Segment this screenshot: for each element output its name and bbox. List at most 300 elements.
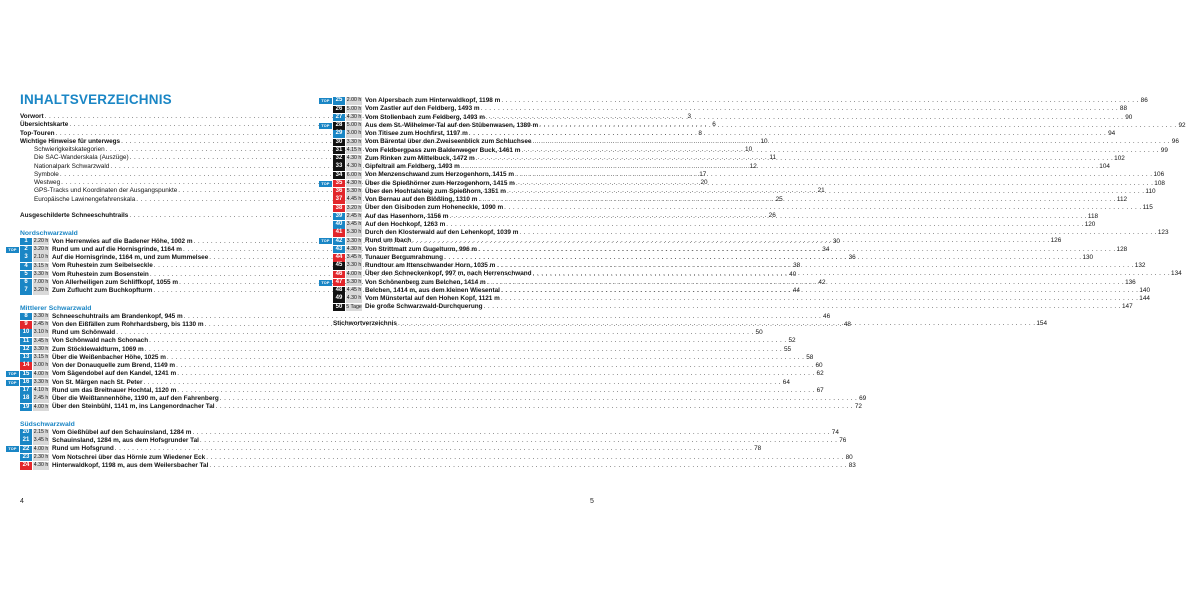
leader-dots [504, 204, 1141, 212]
tour-title: Vom Bärental über den Zweiseenblick zum Schluchsee [365, 138, 532, 146]
tour-page: 120 [1084, 220, 1096, 228]
spacer [20, 204, 283, 212]
tour-duration: 4.45 h [346, 287, 362, 294]
tour-page: 38 [793, 262, 801, 270]
top-tour-badge: TOP [6, 247, 19, 253]
top-tour-badge: TOP [319, 98, 332, 104]
tour-entry[interactable] [8, 378, 790, 387]
tour-page: 46 [823, 312, 831, 320]
tour-title: Auf das Hasenhorn, 1156 m [365, 212, 449, 220]
toc-entry-page: 10 [745, 146, 753, 153]
tour-duration: 4.30 h [346, 155, 362, 162]
tour-page: 72 [854, 403, 862, 411]
tour-duration: 4.30 h [33, 462, 49, 469]
tour-duration: 5 Tage [346, 303, 362, 310]
toc-entry-page: 25 [775, 195, 783, 203]
tour-number: 49 [333, 295, 345, 302]
tour-entry[interactable] [20, 345, 792, 354]
toc-entry-page: 12 [749, 162, 757, 170]
tour-entry[interactable] [333, 303, 1133, 311]
tour-number: 1 [20, 238, 32, 245]
tour-duration: 3.15 h [33, 262, 49, 269]
tour-page: 60 [815, 362, 823, 369]
tour-page: 128 [1116, 245, 1128, 253]
tour-number: 35 [333, 180, 345, 187]
top-tour-badge: TOP [319, 238, 332, 244]
tour-number: 25 [333, 97, 345, 104]
tour-page: 40 [789, 270, 797, 278]
tour-number: 20 [20, 429, 32, 436]
leader-dots [446, 221, 1083, 229]
leader-dots [539, 122, 1176, 130]
tour-duration: 4.00 h [33, 445, 49, 452]
toc-entry-label: Übersichtskarte [20, 121, 69, 129]
spacer [20, 220, 283, 228]
tour-title: Von Alpersbach zum Hinterwaldkopf, 1198 m [365, 97, 501, 104]
tour-page: 76 [839, 437, 847, 444]
tour-page: 108 [1154, 179, 1165, 187]
tour-title: Von Bernau auf den Blößling, 1310 m [365, 196, 478, 203]
tour-duration: 4.30 h [346, 113, 362, 120]
tour-title: Über den Steinbühl, 1141 m, ins Langenordnacher Tal [52, 403, 215, 411]
tour-page: 102 [1114, 154, 1125, 162]
toc-entry-label: Top-Touren [20, 129, 55, 137]
tour-duration: 2.30 h [33, 453, 49, 460]
tour-title: Von Titisee zum Hochfirst, 1197 m [365, 130, 468, 137]
tour-number: 26 [333, 106, 345, 113]
tour-duration: 3.30 h [33, 312, 49, 319]
tour-number: 38 [333, 205, 345, 212]
tour-entry[interactable] [8, 445, 762, 453]
tour-duration: 2.45 h [346, 212, 362, 219]
tour-page: 88 [1119, 105, 1128, 113]
section-heading: Nordschwarzwald [20, 229, 78, 237]
tour-title: Rund um das Breitnauer Hochtal, 1120 m [52, 386, 177, 394]
tour-entry[interactable] [333, 270, 1182, 278]
tour-number: 32 [333, 155, 345, 162]
tour-duration: 3.20 h [33, 287, 49, 294]
tour-entry[interactable] [20, 403, 862, 411]
tour-title: Über die Weißenbacher Höhe, 1025 m [52, 353, 166, 361]
tour-number: 28 [333, 122, 345, 129]
leader-dots [398, 320, 1035, 328]
tour-page: 30 [832, 237, 840, 245]
toc-entry-page: 154 [1036, 319, 1048, 327]
tour-number: 46 [333, 271, 345, 278]
top-tour-badge: TOP [319, 123, 332, 129]
tour-entry[interactable] [20, 453, 853, 462]
tour-number: 33 [333, 163, 345, 170]
toc-entry-page: 3 [687, 113, 692, 120]
tour-page: 50 [755, 329, 763, 336]
tour-entry[interactable] [20, 312, 831, 321]
tour-number: 6 [20, 279, 32, 286]
tour-title: Hinterwaldkopf, 1198 m, aus dem Weilersbacher Tal [52, 461, 209, 469]
tour-duration: 4.30 h [346, 163, 362, 170]
tour-page: 123 [1157, 229, 1169, 236]
leader-dots [444, 254, 1081, 262]
tour-title: Vom Ruhestein zum Seibelseckle [52, 262, 153, 270]
leader-dots [487, 279, 1124, 287]
tour-duration: 3.45 h [346, 221, 362, 228]
toc-entry-label: Westweg [34, 179, 61, 186]
tour-number: 36 [333, 188, 345, 195]
tour-entry[interactable] [20, 428, 839, 437]
page-number-right: 5 [590, 498, 594, 505]
tour-title: Tunauer Bergumrahmung [365, 253, 443, 261]
tour-entry[interactable] [333, 105, 1128, 113]
tour-entry[interactable] [333, 229, 1169, 237]
tour-page: 44 [792, 287, 800, 294]
tour-page: 140 [1139, 286, 1151, 294]
tour-title: Durch den Klosterwald auf den Lehenkopf, 1039 m [365, 229, 519, 236]
toc-entry-page: 6 [712, 121, 716, 129]
tour-number: 8 [20, 313, 32, 320]
tour-title: Vom Zastler auf den Feldberg, 1493 m [365, 105, 480, 113]
tour-duration: 2.20 h [33, 237, 49, 244]
tour-title: Rundtour am Ittenschwander Horn, 1035 m [365, 262, 496, 269]
toc-entry-page: 21 [817, 187, 825, 195]
tour-entry[interactable] [8, 370, 824, 378]
tour-title: Von Schönenberg zum Belchen, 1414 m [365, 278, 486, 286]
tour-number: 13 [20, 354, 32, 361]
tour-page: 94 [1108, 130, 1116, 137]
toc-entry-page: 8 [698, 129, 702, 137]
tour-page: 86 [1140, 97, 1148, 104]
tour-number: 44 [333, 254, 345, 261]
tour-entry[interactable] [333, 113, 1133, 122]
leader-dots [521, 147, 1158, 155]
tour-duration: 4.00 h [33, 370, 49, 377]
tour-page: 58 [806, 353, 814, 361]
tour-number: 22 [20, 446, 32, 453]
tour-duration: 2.00 h [346, 97, 362, 104]
tour-duration: 2.10 h [33, 254, 49, 261]
tour-number: 7 [20, 287, 32, 294]
tour-page: 115 [1142, 204, 1153, 212]
tour-entry[interactable] [321, 97, 1148, 105]
tour-title: Vom Gießhübel auf den Schauinsland, 1284 m [52, 428, 192, 436]
toc-entry-label: Nationalpark Schwarzwald [34, 162, 110, 170]
tour-title: Schneeschuhtrails am Brandenkopf, 945 m [52, 312, 183, 320]
tour-title: Vom Stollenbach zum Feldberg, 1493 m [365, 113, 485, 121]
tour-duration: 3.30 h [33, 270, 49, 277]
tour-page: 83 [848, 461, 856, 469]
tour-number: 31 [333, 147, 345, 154]
tour-number: 18 [20, 395, 32, 402]
tour-number: 27 [333, 114, 345, 121]
top-tour-badge: TOP [319, 280, 332, 286]
tour-page: 55 [783, 345, 792, 353]
tour-entry[interactable] [333, 245, 1128, 254]
tour-title: Zum Rinken zum Mittelbuck, 1472 m [365, 154, 475, 162]
tour-number: 47 [333, 279, 345, 286]
tour-page: 69 [859, 395, 867, 402]
leader-dots [501, 97, 1138, 105]
tour-entry[interactable] [20, 353, 814, 362]
tour-number: 19 [20, 404, 32, 411]
tour-title: Belchen, 1414 m, aus dem kleinen Wiesental [365, 286, 500, 294]
tour-title: Die große Schwarzwald-Durchquerung [365, 303, 483, 311]
tour-number: 4 [20, 263, 32, 270]
tour-title: Zum Zuflucht zum Buchkopfturm [52, 287, 153, 294]
tour-page: 52 [788, 337, 796, 345]
tour-page: 62 [816, 370, 824, 378]
toc-entry-label: GPS-Tracks und Koordinaten der Ausgangspunkte [34, 187, 178, 195]
tour-number: 50 [333, 304, 345, 311]
tour-duration: 3.30 h [346, 138, 362, 145]
toc-entry-label: Symbole [34, 170, 59, 178]
tour-title: Von Menzenschwand zum Herzogenhorn, 1415 m [365, 171, 515, 179]
tour-page: 74 [831, 428, 839, 436]
tour-duration: 2.45 h [33, 321, 49, 328]
tour-number: 43 [333, 246, 345, 253]
tour-page: 134 [1171, 270, 1182, 278]
toc-entry-page: 20 [700, 179, 708, 186]
leader-dots [501, 287, 1138, 295]
tour-page: 80 [845, 453, 853, 461]
tour-duration: 2.15 h [33, 429, 49, 436]
top-tour-badge: TOP [6, 371, 19, 377]
tour-title: Auf den Hochkopf, 1263 m [365, 220, 446, 228]
tour-title: Aus dem St.-Wilhelmer-Tal auf den Stübenwasen, 1389 m [365, 121, 539, 129]
tour-title: Von Herrenwies auf die Badener Höhe, 1002 m [52, 237, 193, 245]
tour-number: 9 [20, 321, 32, 328]
top-tour-badge: TOP [6, 380, 19, 386]
tour-title: Über den Schneckenkopf, 997 m, nach Herrenschwand [365, 270, 532, 278]
leader-dots [501, 295, 1138, 303]
tour-title: Vom Sägendobel auf den Kandel, 1241 m [52, 370, 177, 378]
tour-title: Über den Gisiboden zum Hoheneckle, 1090 m [365, 204, 504, 212]
tour-duration: 4.30 h [346, 295, 362, 302]
tour-page: 104 [1099, 163, 1110, 170]
tour-page: 92 [1178, 121, 1186, 129]
tour-page: 118 [1087, 212, 1099, 220]
tour-number: 15 [20, 371, 32, 378]
tour-number: 40 [333, 221, 345, 228]
tour-page: 64 [782, 378, 790, 386]
tour-title: Gipfeltrail am Feldberg, 1493 m [365, 163, 460, 170]
tour-title: Vom Notschrei über das Hörnle zum Wiedener Eck [52, 453, 206, 461]
tour-duration: 3.45 h [33, 337, 49, 344]
spacer [20, 412, 283, 420]
page-title: INHALTSVERZEICHNIS [20, 92, 172, 107]
tour-entry[interactable] [333, 204, 1153, 212]
tour-number: 16 [20, 379, 32, 386]
tour-entry[interactable] [20, 395, 867, 403]
tour-duration: 5.30 h [346, 229, 362, 236]
tour-duration: 3.30 h [346, 237, 362, 244]
tour-entry[interactable] [20, 386, 824, 395]
tour-number: 34 [333, 172, 345, 179]
toc-entry-label: Schwierigkeitskategorien [34, 146, 105, 153]
leader-dots [507, 188, 1144, 196]
leader-dots [533, 270, 1170, 278]
tour-number: 3 [20, 254, 32, 261]
leader-dots [515, 171, 1152, 179]
tour-title: Rund um Ibach [365, 237, 412, 245]
top-tour-badge: TOP [6, 446, 19, 452]
leader-dots [486, 114, 1123, 122]
tour-duration: 5.30 h [346, 188, 362, 195]
tour-duration: 3.15 h [33, 354, 49, 361]
tour-entry[interactable] [333, 286, 1151, 295]
tour-title: Rund um und auf die Hornisgrinde, 1164 m [52, 245, 182, 253]
tour-page: 78 [754, 445, 762, 453]
spacer [333, 312, 593, 320]
tour-title: Rund um Hofsgrund [52, 445, 114, 453]
tour-page: 42 [818, 278, 826, 286]
tour-duration: 4.30 h [346, 245, 362, 252]
tour-entry[interactable] [20, 461, 856, 470]
tour-title: Von Strittmatt zum Gugelturm, 996 m [365, 245, 478, 253]
tour-page: 67 [816, 386, 824, 394]
tour-title: Von der Donauquelle zum Brend, 1149 m [52, 362, 176, 369]
tour-duration: 7.00 h [33, 279, 49, 286]
top-tour-badge: TOP [319, 181, 332, 187]
tour-number: 45 [333, 262, 345, 269]
tour-entry[interactable] [321, 121, 1186, 130]
tour-duration: 4.15 h [346, 146, 362, 153]
tour-page: 34 [822, 245, 830, 253]
tour-number: 42 [333, 238, 345, 245]
tour-number: 39 [333, 213, 345, 220]
toc-entry-page: 11 [769, 154, 777, 162]
tour-entry[interactable] [20, 362, 823, 370]
tour-duration: 3.30 h [33, 345, 49, 352]
tour-number: 17 [20, 387, 32, 394]
tour-number: 23 [20, 454, 32, 461]
tour-page: 112 [1116, 196, 1128, 203]
tour-page: 130 [1082, 253, 1094, 261]
tour-duration: 3.00 h [346, 130, 362, 137]
tour-entry[interactable] [333, 295, 1150, 303]
tour-page: 132 [1134, 262, 1146, 269]
tour-page: 90 [1125, 113, 1133, 121]
tour-page: 147 [1121, 303, 1133, 311]
tour-number: 11 [20, 338, 32, 345]
tour-duration: 4.00 h [346, 270, 362, 277]
toc-entry-page: 10 [760, 137, 768, 145]
section-heading: Mittlerer Schwarzwald [20, 304, 92, 312]
leader-dots [449, 213, 1086, 221]
tour-entry[interactable] [20, 329, 763, 337]
tour-duration: 4.10 h [33, 387, 49, 394]
tour-page: 136 [1125, 278, 1136, 286]
tour-duration: 2.45 h [33, 395, 49, 402]
toc-entry-label: Stichwortverzeichnis [333, 319, 397, 327]
tour-entry[interactable] [20, 337, 796, 345]
tour-title: Auf die Hornisgrinde, 1164 m, und zum Mummelsee [52, 254, 209, 261]
leader-dots [532, 138, 1169, 146]
tour-duration: 3.30 h [346, 262, 362, 269]
tour-page: 110 [1145, 187, 1156, 195]
tour-duration: 3.45 h [346, 254, 362, 261]
tour-number: 30 [333, 139, 345, 146]
tour-duration: 3.00 h [33, 362, 49, 369]
tour-duration: 6.00 h [346, 171, 362, 178]
tour-duration: 5.00 h [346, 105, 362, 112]
tour-page: 144 [1139, 295, 1150, 302]
tour-duration: 4.45 h [346, 196, 362, 203]
tour-title: Von St. Märgen nach St. Peter [52, 378, 143, 386]
leader-dots [516, 180, 1153, 188]
tour-title: Über die Weißtannenhöhe, 1190 m, auf den Fahrenberg [52, 395, 219, 402]
tour-title: Schauinsland, 1284 m, aus dem Hofsgrunder Tal [52, 437, 199, 444]
tour-title: Über die Spießhörner zum Herzogenhorn, 1415 m [365, 179, 515, 187]
tour-duration: 3.20 h [33, 246, 49, 253]
tour-number: 2 [20, 246, 32, 253]
tour-title: Von den Eißfällen zum Rohrhardsberg, bis 1130 m [52, 320, 204, 328]
leader-dots [476, 155, 1113, 163]
tour-title: Von Schönwald nach Schonach [52, 337, 149, 345]
tour-title: Vom Ruhestein zum Bosenstein [52, 270, 149, 278]
tour-duration: 3.45 h [33, 437, 49, 444]
section-heading: Südschwarzwald [20, 420, 75, 428]
tour-number: 41 [333, 229, 345, 236]
tour-duration: 3.10 h [33, 329, 49, 336]
tour-entry[interactable] [20, 437, 847, 445]
tour-page: 96 [1171, 138, 1179, 146]
tour-number: 14 [20, 362, 32, 369]
tour-title: Über den Hochtalsteig zum Spießhorn, 1351 m [365, 187, 506, 195]
tour-page: 99 [1160, 146, 1168, 154]
leader-dots [496, 262, 1133, 270]
toc-entry-label: Die SAC-Wanderskala (Auszüge) [34, 154, 129, 162]
tour-duration: 5.00 h [346, 122, 362, 129]
tour-number: 12 [20, 346, 32, 353]
toc-entry-label: Ausgeschilderte Schneeschuhtrails [20, 212, 129, 219]
toc-entry-page: 26 [768, 212, 776, 219]
tour-title: Rund um Schönwald [52, 329, 116, 336]
tour-number: 5 [20, 271, 32, 278]
tour-duration: 4.00 h [33, 403, 49, 410]
spacer [20, 295, 283, 303]
leader-dots [481, 105, 1118, 113]
tour-title: Vom Feldbergpass zum Baldenweger Buck, 1461 m [365, 146, 521, 154]
tour-title: Zum Stöcklewaldturm, 1069 m [52, 345, 144, 353]
tour-duration: 3.20 h [346, 204, 362, 211]
toc-entry-page: 17 [699, 170, 707, 178]
tour-entry[interactable] [333, 220, 1096, 229]
tour-page: 36 [848, 254, 856, 261]
tour-number: 24 [20, 462, 32, 469]
tour-number: 48 [333, 287, 345, 294]
tour-entry[interactable] [321, 237, 1062, 245]
leader-dots [484, 303, 1121, 311]
tour-duration: 4.30 h [346, 179, 362, 186]
toc-entry-label: Europäische Lawinengefahrenskala [34, 195, 136, 203]
leader-dots [412, 237, 1049, 245]
toc-entry-label: Wichtige Hinweise für unterwegs [20, 137, 121, 145]
tour-number: 37 [333, 196, 345, 203]
leader-dots [469, 130, 1106, 138]
tour-number: 21 [20, 437, 32, 444]
toc-entry-label: Vorwort [20, 113, 44, 120]
tour-page: 126 [1050, 237, 1062, 245]
leader-dots [478, 246, 1115, 254]
leader-dots [519, 229, 1156, 237]
tour-title: Von Allerheiligen zum Schliffkopf, 1055 m [52, 278, 179, 286]
tour-page: 48 [843, 320, 851, 328]
leader-dots [478, 196, 1115, 204]
leader-dots [461, 163, 1098, 171]
tour-number: 29 [333, 130, 345, 137]
tour-entry[interactable] [333, 130, 1116, 138]
tour-duration: 5.30 h [346, 278, 362, 285]
tour-duration: 3.30 h [33, 378, 49, 385]
page-number-left: 4 [20, 498, 24, 505]
